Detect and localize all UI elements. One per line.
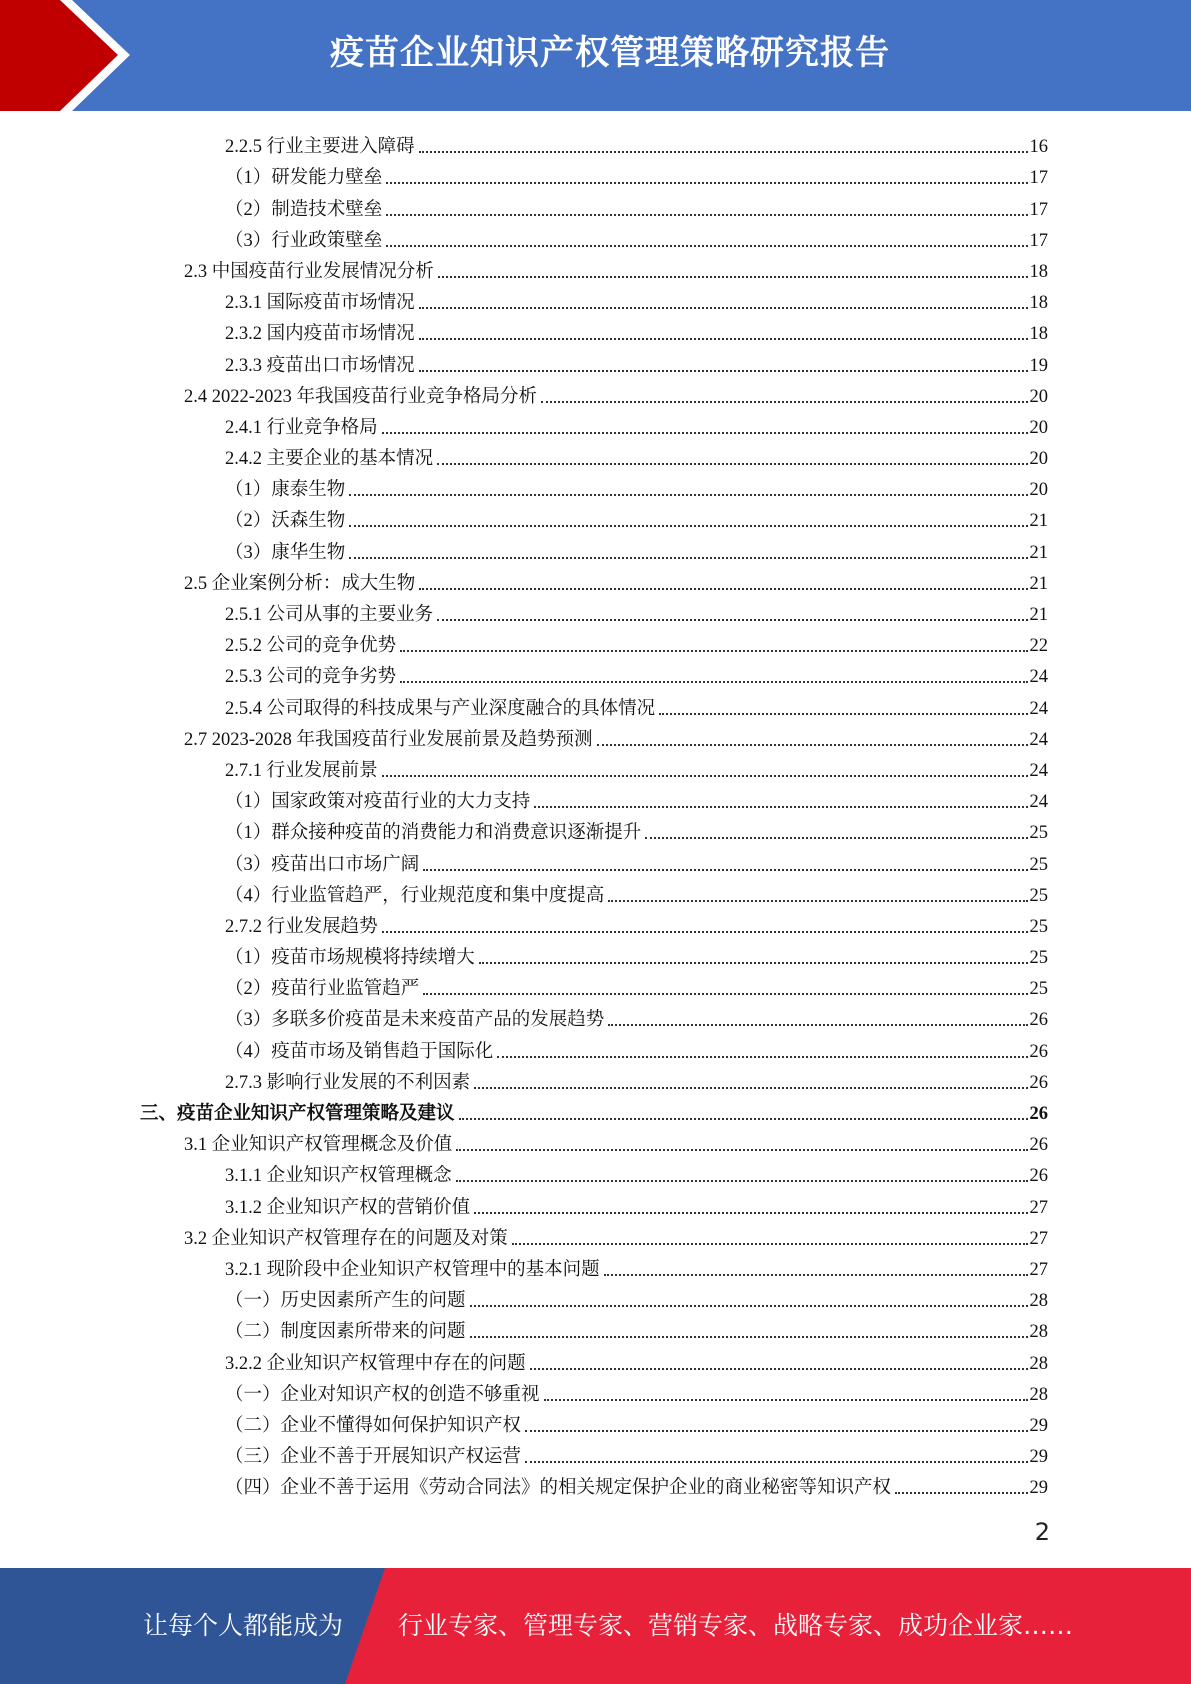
toc-leader-dots xyxy=(419,588,1027,590)
toc-entry-page: 22 xyxy=(1029,636,1048,657)
toc-entry[interactable] xyxy=(0,783,1191,814)
toc-entry[interactable] xyxy=(0,1157,1191,1188)
toc-entry-page: 20 xyxy=(1029,417,1048,438)
toc-entry-label: （一）企业对知识产权的创造不够重视 xyxy=(225,1384,540,1405)
toc-entry-page: 25 xyxy=(1029,823,1048,844)
toc-entry[interactable] xyxy=(0,409,1191,440)
toc-entry-page: 27 xyxy=(1029,1259,1048,1280)
toc-entry[interactable] xyxy=(0,565,1191,596)
report-title: 疫苗企业知识产权管理策略研究报告 xyxy=(330,33,890,73)
toc-leader-dots xyxy=(349,557,1027,559)
toc-entry-label: （2）疫苗行业监管趋严 xyxy=(225,979,420,1000)
toc-leader-dots xyxy=(400,681,1027,683)
toc-entry-label: 2.7.1 行业发展前景 xyxy=(225,760,378,781)
toc-entry[interactable] xyxy=(0,908,1191,939)
toc-entry-label: 2.5.1 公司从事的主要业务 xyxy=(225,605,434,625)
toc-leader-dots xyxy=(597,744,1028,746)
toc-entry-page: 28 xyxy=(1029,1291,1048,1312)
toc-leader-dots xyxy=(470,1336,1028,1338)
toc-leader-dots xyxy=(530,1368,1028,1370)
toc-leader-dots xyxy=(544,1399,1028,1401)
toc-entry-page: 25 xyxy=(1029,885,1048,906)
toc-leader-dots xyxy=(534,806,1027,808)
toc-leader-dots xyxy=(382,931,1028,933)
toc-entry-page: 20 xyxy=(1029,386,1048,407)
toc-entry-label: 2.4 2022-2023 年我国疫苗行业竞争格局分析 xyxy=(184,386,538,407)
toc-entry[interactable] xyxy=(0,596,1191,627)
toc-entry-page: 17 xyxy=(1029,168,1048,189)
toc-leader-dots xyxy=(419,151,1028,153)
toc-leader-dots xyxy=(525,1461,1027,1463)
toc-leader-dots xyxy=(386,245,1027,247)
toc-entry[interactable] xyxy=(0,1188,1191,1219)
toc-leader-dots xyxy=(608,1024,1027,1026)
toc-entry-label: （3）行业政策壁垒 xyxy=(225,230,383,251)
toc-entry-label: （1）康泰生物 xyxy=(225,480,346,501)
toc-entry-page: 26 xyxy=(1029,1072,1048,1093)
toc-entry-page: 28 xyxy=(1029,1384,1048,1405)
toc-entry-page: 21 xyxy=(1029,511,1048,532)
toc-entry-label: 2.3.2 国内疫苗市场情况 xyxy=(225,324,415,345)
toc-leader-dots xyxy=(525,1430,1027,1432)
toc-entry-label: （1）疫苗市场规模将持续增大 xyxy=(225,948,475,969)
toc-entry[interactable] xyxy=(0,1313,1191,1344)
toc-leader-dots xyxy=(400,650,1027,652)
toc-leader-dots xyxy=(382,432,1028,434)
toc-entry-label: 3.1.2 企业知识产权的营销价值 xyxy=(225,1197,471,1218)
toc-entry-label: 2.2.5 行业主要进入障碍 xyxy=(225,137,415,158)
toc-entry-label: （四）企业不善于运用《劳动合同法》的相关规定保护企业的商业秘密等知识产权 xyxy=(225,1478,892,1499)
toc-entry[interactable] xyxy=(0,970,1191,1001)
toc-entry-page: 26 xyxy=(1029,1104,1048,1124)
toc-entry[interactable] xyxy=(0,533,1191,564)
toc-entry-page: 24 xyxy=(1029,792,1048,813)
toc-entry-label: （3）疫苗出口市场广阔 xyxy=(225,854,420,875)
toc-entry-page: 17 xyxy=(1029,199,1048,220)
toc-leader-dots xyxy=(437,463,1027,465)
toc-entry[interactable] xyxy=(0,222,1191,253)
toc-entry[interactable] xyxy=(0,346,1191,377)
toc-entry-label: （2）制造技术壁垒 xyxy=(225,199,383,220)
toc-leader-dots xyxy=(419,338,1028,340)
toc-leader-dots xyxy=(512,1243,1028,1245)
toc-entry-page: 29 xyxy=(1029,1478,1048,1499)
toc-entry-page: 29 xyxy=(1029,1447,1048,1468)
toc-entry-label: （一）历史因素所产生的问题 xyxy=(225,1291,466,1312)
toc-leader-dots xyxy=(604,1274,1028,1276)
toc-entry-page: 28 xyxy=(1029,1322,1048,1343)
toc-entry-label: （4）疫苗市场及销售趋于国际化 xyxy=(225,1041,494,1062)
toc-leader-dots xyxy=(438,276,1028,278)
toc-entry-page: 17 xyxy=(1029,230,1048,251)
toc-leader-dots xyxy=(456,1180,1028,1182)
toc-entry-label: （1）国家政策对疫苗行业的大力支持 xyxy=(225,792,531,813)
toc-entry[interactable] xyxy=(0,1001,1191,1032)
toc-entry-label: 2.7.2 行业发展趋势 xyxy=(225,916,378,937)
toc-entry-page: 25 xyxy=(1029,979,1048,1000)
toc-entry[interactable] xyxy=(0,721,1191,752)
toc-entry[interactable] xyxy=(0,627,1191,658)
toc-leader-dots xyxy=(437,619,1027,621)
toc-entry-page: 25 xyxy=(1029,916,1048,937)
toc-entry[interactable] xyxy=(0,1469,1191,1500)
toc-leader-dots xyxy=(386,182,1027,184)
toc-entry-label: 3.2.1 现阶段中企业知识产权管理中的基本问题 xyxy=(225,1259,600,1280)
toc-entry-page: 21 xyxy=(1029,573,1048,594)
toc-entry-page: 20 xyxy=(1029,480,1048,501)
toc-entry-page: 29 xyxy=(1029,1415,1048,1436)
toc-entry[interactable] xyxy=(0,845,1191,876)
toc-entry-page: 26 xyxy=(1029,1166,1048,1187)
toc-entry[interactable] xyxy=(0,1095,1191,1126)
toc-entry-label: 2.3.1 国际疫苗市场情况 xyxy=(225,293,415,314)
toc-entry-label: 2.3 中国疫苗行业发展情况分析 xyxy=(184,261,434,282)
toc-entry-label: 3.2.2 企业知识产权管理中存在的问题 xyxy=(225,1353,526,1374)
footer-slogan-left: 让每个人都能成为 xyxy=(143,1611,344,1640)
footer-slogan-right: 行业专家、管理专家、营销专家、战略专家、成功企业家…… xyxy=(398,1611,1074,1640)
toc-entry[interactable] xyxy=(0,440,1191,471)
toc-entry[interactable] xyxy=(0,814,1191,845)
toc-leader-dots xyxy=(456,1149,1027,1151)
toc-leader-dots xyxy=(423,869,1027,871)
toc-entry[interactable] xyxy=(0,502,1191,533)
toc-entry[interactable] xyxy=(0,1064,1191,1095)
toc-entry[interactable] xyxy=(0,1220,1191,1251)
page-footer xyxy=(0,1568,1191,1684)
toc-entry-page: 16 xyxy=(1029,137,1048,158)
toc-leader-dots xyxy=(419,370,1028,372)
toc-leader-dots xyxy=(474,1212,1027,1214)
toc-entry[interactable] xyxy=(0,1126,1191,1157)
toc-entry-label: 2.5.4 公司取得的科技成果与产业深度融合的具体情况 xyxy=(225,698,656,719)
toc-entry[interactable] xyxy=(0,877,1191,908)
toc-entry-page: 21 xyxy=(1029,605,1048,625)
toc-entry[interactable] xyxy=(0,315,1191,346)
toc-entry-page: 19 xyxy=(1029,355,1048,376)
toc-entry-label: 2.3.3 疫苗出口市场情况 xyxy=(225,355,415,376)
toc-entry-page: 25 xyxy=(1029,948,1048,969)
toc-entry-label: 2.7.3 影响行业发展的不利因素 xyxy=(225,1072,471,1093)
page-number: 2 xyxy=(1034,1518,1050,1546)
toc-entry-page: 24 xyxy=(1029,760,1048,781)
header-chevron-decoration xyxy=(0,0,150,111)
toc-entry-page: 21 xyxy=(1029,542,1048,563)
toc-entry-page: 24 xyxy=(1029,667,1048,688)
toc-entry-label: 3.1.1 企业知识产权管理概念 xyxy=(225,1166,452,1187)
toc-entry[interactable] xyxy=(0,471,1191,502)
page-header xyxy=(0,0,1191,111)
toc-entry-page: 18 xyxy=(1029,293,1048,314)
toc-entry[interactable] xyxy=(0,939,1191,970)
toc-entry-label: 3.1 企业知识产权管理概念及价值 xyxy=(184,1135,453,1156)
toc-entry[interactable] xyxy=(0,284,1191,315)
toc-leader-dots xyxy=(497,1056,1027,1058)
toc-entry[interactable] xyxy=(0,1032,1191,1063)
toc-leader-dots xyxy=(541,401,1027,403)
toc-entry-page: 28 xyxy=(1029,1353,1048,1374)
toc-leader-dots xyxy=(474,1087,1027,1089)
toc-entry-page: 18 xyxy=(1029,324,1048,345)
toc-entry-label: （二）企业不懂得如何保护知识产权 xyxy=(225,1415,522,1436)
toc-leader-dots xyxy=(423,993,1027,995)
toc-entry-page: 26 xyxy=(1029,1135,1048,1156)
toc-entry-page: 27 xyxy=(1029,1228,1048,1249)
toc-entry-label: 2.5.2 公司的竞争优势 xyxy=(225,636,397,657)
toc-entry-label: 2.7 2023-2028 年我国疫苗行业发展前景及趋势预测 xyxy=(184,729,593,750)
toc-entry-label: （二）制度因素所带来的问题 xyxy=(225,1322,466,1343)
toc-entry-label: （1）研发能力壁垒 xyxy=(225,168,383,189)
table-of-contents xyxy=(0,128,1191,1500)
toc-entry-page: 26 xyxy=(1029,1010,1048,1031)
toc-entry-label: 2.4.2 主要企业的基本情况 xyxy=(225,449,434,470)
toc-leader-dots xyxy=(419,307,1028,309)
toc-entry[interactable] xyxy=(0,190,1191,221)
toc-entry-page: 26 xyxy=(1029,1041,1048,1062)
toc-entry-label: （1）群众接种疫苗的消费能力和消费意识逐渐提升 xyxy=(225,823,642,844)
toc-entry-label: （3）康华生物 xyxy=(225,542,346,563)
toc-leader-dots xyxy=(349,494,1027,496)
toc-entry-page: 24 xyxy=(1029,729,1048,750)
toc-entry[interactable] xyxy=(0,1376,1191,1407)
toc-entry[interactable] xyxy=(0,1251,1191,1282)
toc-entry-label: （三）企业不善于开展知识产权运营 xyxy=(225,1447,522,1468)
toc-entry[interactable] xyxy=(0,689,1191,720)
toc-entry[interactable] xyxy=(0,378,1191,409)
toc-entry-label: 2.5.3 公司的竞争劣势 xyxy=(225,667,397,688)
toc-leader-dots xyxy=(645,837,1027,839)
toc-leader-dots xyxy=(382,775,1028,777)
toc-leader-dots xyxy=(349,525,1027,527)
toc-leader-dots xyxy=(895,1492,1027,1494)
toc-entry[interactable] xyxy=(0,1407,1191,1438)
toc-entry-label: 三、疫苗企业知识产权管理策略及建议 xyxy=(140,1104,455,1124)
toc-entry-label: 3.2 企业知识产权管理存在的问题及对策 xyxy=(184,1228,508,1249)
toc-entry[interactable] xyxy=(0,1282,1191,1313)
toc-leader-dots xyxy=(608,900,1027,902)
toc-entry-page: 25 xyxy=(1029,854,1048,875)
toc-leader-dots xyxy=(479,962,1028,964)
toc-entry[interactable] xyxy=(0,1344,1191,1375)
toc-leader-dots xyxy=(459,1118,1028,1120)
toc-entry[interactable] xyxy=(0,1438,1191,1469)
toc-entry-label: 2.5 企业案例分析：成大生物 xyxy=(184,573,416,594)
toc-entry-label: （3）多联多价疫苗是未来疫苗产品的发展趋势 xyxy=(225,1010,605,1031)
toc-leader-dots xyxy=(659,713,1027,715)
toc-entry-page: 27 xyxy=(1029,1197,1048,1218)
toc-entry[interactable] xyxy=(0,658,1191,689)
toc-entry[interactable] xyxy=(0,752,1191,783)
toc-entry[interactable] xyxy=(0,253,1191,284)
toc-entry-label: （4）行业监管趋严，行业规范度和集中度提高 xyxy=(225,885,605,906)
toc-leader-dots xyxy=(470,1305,1028,1307)
toc-entry-page: 24 xyxy=(1029,698,1048,719)
toc-entry[interactable] xyxy=(0,159,1191,190)
toc-entry[interactable] xyxy=(0,128,1191,159)
toc-entry-label: 2.4.1 行业竞争格局 xyxy=(225,417,378,438)
toc-entry-page: 18 xyxy=(1029,261,1048,282)
toc-entry-label: （2）沃森生物 xyxy=(225,511,346,532)
toc-entry-page: 20 xyxy=(1029,449,1048,470)
toc-leader-dots xyxy=(386,214,1027,216)
